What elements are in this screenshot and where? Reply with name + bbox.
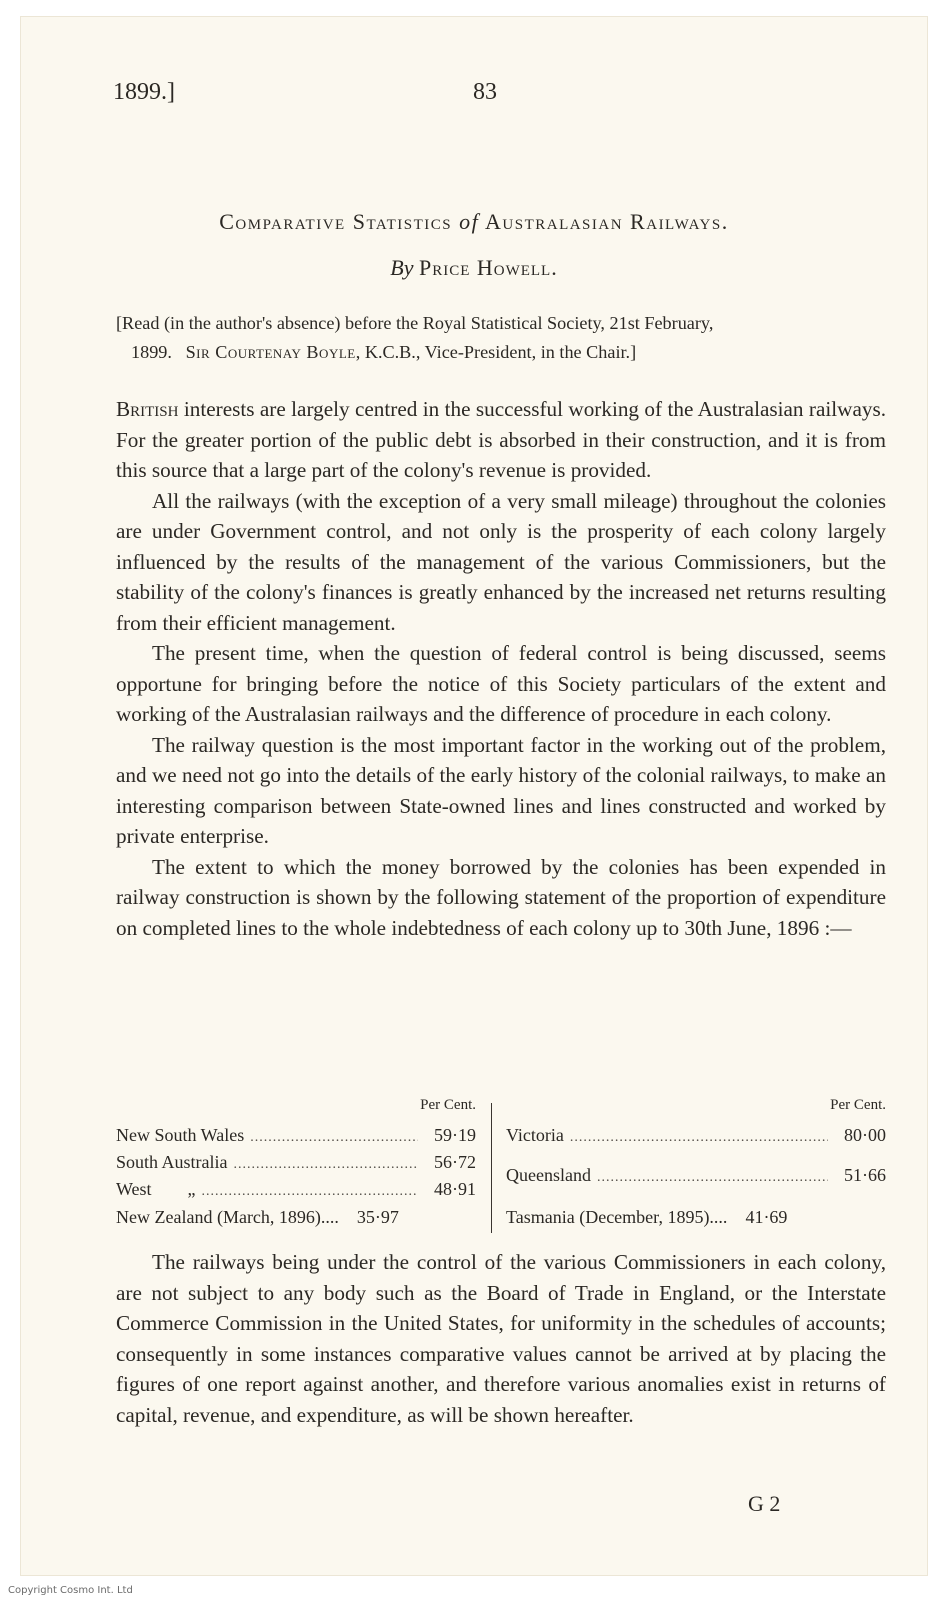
leader-dots: [570, 1130, 828, 1146]
copyright-notice: Copyright Cosmo Int. Ltd: [8, 1585, 133, 1596]
colony-name: South Australia: [116, 1152, 228, 1172]
note-line-1: [Read (in the author's absence) before the Royal Statistical Society, 21st February,: [116, 313, 714, 333]
running-head: [113, 79, 887, 119]
byline: [21, 255, 927, 281]
leader-dots: [597, 1170, 828, 1186]
drop-word: British: [116, 397, 179, 421]
percent-value: 59·19: [434, 1125, 476, 1145]
table-row: [506, 1165, 886, 1191]
table-right-column: [506, 1097, 886, 1243]
colony-name: Queensland: [506, 1165, 591, 1185]
title-of: of: [459, 209, 480, 234]
colony-name: Tasmania (December, 1895)....: [506, 1207, 728, 1227]
page-number: 83: [473, 79, 497, 105]
leader-dots: [250, 1130, 418, 1146]
percent-value: 35·97: [356, 1207, 399, 1227]
table-row: [116, 1207, 476, 1233]
leader-dots: [202, 1184, 418, 1200]
column-divider: [491, 1103, 492, 1233]
table-row: [116, 1152, 476, 1178]
book-page: [20, 16, 928, 1576]
title-part1: Comparative Statistics: [219, 209, 453, 234]
running-head-year: 1899.]: [113, 79, 175, 105]
table-left-column: [116, 1097, 476, 1243]
table-header-left: Per Cent.: [420, 1097, 476, 1113]
colony-name: Victoria: [506, 1125, 564, 1145]
reading-note: [116, 309, 886, 367]
body-text: [116, 394, 886, 943]
note-line-2: [116, 338, 886, 367]
note-chair-name: Sir Courtenay Boyle: [185, 342, 356, 362]
paragraph-3: The present time, when the question of federal control is being discussed, seems opportune for bringing before the notice of this Society particulars of the extent and working of the Australasian railways and the difference of procedure in each colony.: [116, 641, 886, 726]
paragraph-6: The railways being under the control of the various Commissioners in each colony, are not subject to any body such as the Board of Trade in England, or the Interstate Commerce Commission in the United States, for uniformity in the schedules of accounts; consequently in some instances comparative values cannot be arrived at by placing the figures of one report against another, and therefore various anomalies exist in returns of capital, revenue, and expenditure, as will be shown hereafter.: [116, 1250, 886, 1427]
title-part2: Australasian Railways.: [485, 209, 729, 234]
table-row: [116, 1125, 476, 1151]
table-row: [506, 1207, 886, 1233]
body-text-continued: [116, 1247, 886, 1430]
byline-by: By: [390, 255, 414, 280]
signature-mark: G 2: [748, 1491, 781, 1516]
percent-value: 56·72: [434, 1152, 476, 1172]
note-year: 1899.: [131, 342, 172, 362]
percent-value: 80·00: [844, 1125, 886, 1145]
percent-value: 51·66: [844, 1165, 886, 1185]
note-chair-title: , K.C.B., Vice-President, in the Chair.]: [355, 342, 637, 362]
colony-name: New Zealand (March, 1896)....: [116, 1207, 339, 1227]
percent-value: 41·69: [745, 1207, 788, 1227]
paragraph-4: The railway question is the most important factor in the working out of the problem, and we need not go into the details of the early history of the colonial railways, to make an interesting comparison between State-owned lines and lines constructed and worked by private enterprise.: [116, 732, 886, 848]
paragraph-1: [116, 394, 886, 486]
paragraph-5: The extent to which the money borrowed by the colonies has been expended in railway construction is shown by the following statement of the proportion of expenditure on completed lines to the whole indebtedness of each colony up to 30th June, 1896 :—: [116, 854, 886, 940]
leader-dots: [234, 1157, 419, 1173]
colony-name: New South Wales: [116, 1125, 245, 1145]
table-header-right: Per Cent.: [830, 1097, 886, 1113]
percent-value: 48·91: [434, 1179, 476, 1199]
author-name: Price Howell.: [418, 255, 558, 280]
colony-name: West „: [116, 1179, 196, 1199]
paragraph-1-text: interests are largely centred in the successful working of the Australasian railways. For the greater portion of the public debt is absorbed in their construction, and it is from this source that a large part of the colony's revenue is provided.: [116, 397, 886, 482]
paragraph-2: All the railways (with the exception of a very small mileage) throughout the colonies are under Government control, and not only is the prosperity of each colony largely influenced by the results of the management of the various Commissioners, but the stability of the colony's finances is greatly enhanced by the increased net returns resulting from their efficient management.: [116, 488, 886, 635]
article-title: [21, 209, 927, 235]
table-row: [116, 1179, 476, 1205]
expenditure-table: [116, 1097, 886, 1243]
table-row: [506, 1125, 886, 1151]
